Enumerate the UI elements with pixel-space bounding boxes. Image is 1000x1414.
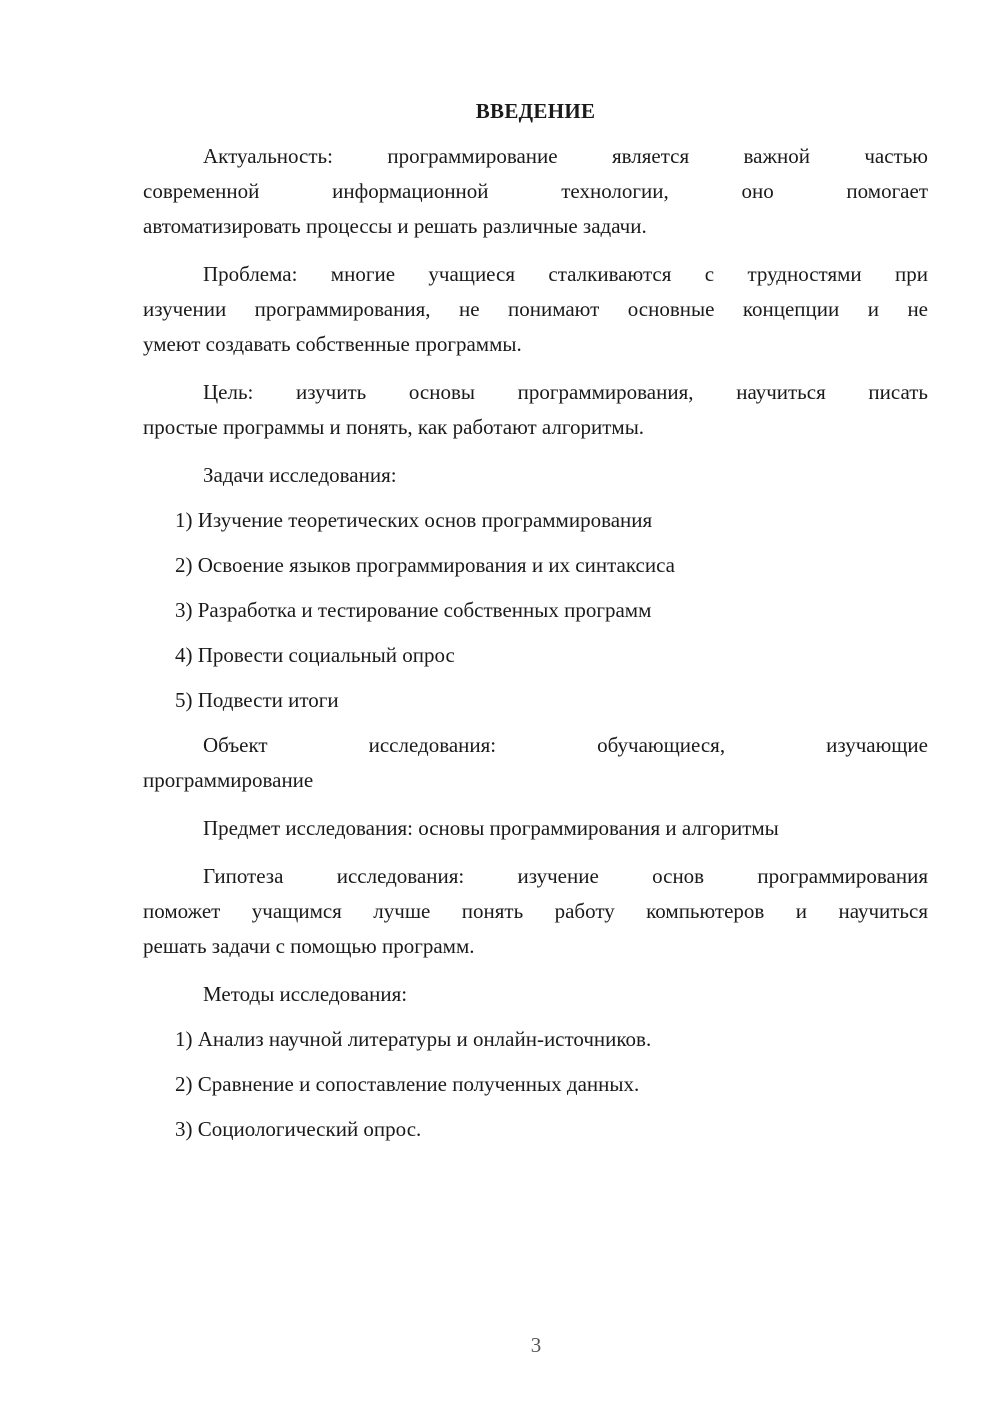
goal-line: Цель: изучить основы программирования, научиться писать — [203, 380, 928, 404]
paragraph-hypothesis — [143, 859, 928, 964]
subject-line: Предмет исследования: основы программирования и алгоритмы — [203, 816, 779, 840]
hypothesis-line: Гипотеза исследования: изучение основ программирования — [203, 864, 928, 888]
object-line: Объект исследования: обучающиеся, изучающие — [203, 733, 928, 757]
tasks-list-item: 3) Разработка и тестирование собственных программ — [175, 598, 652, 622]
problem-line: изучении программирования, не понимают основные концепции и не — [143, 297, 928, 321]
hypothesis-line: решать задачи с помощью программ. — [143, 934, 475, 958]
goal-line: простые программы и понять, как работают алгоритмы. — [143, 415, 645, 439]
page-number: 3 — [530, 1333, 542, 1357]
methods-list-item: 3) Социологический опрос. — [175, 1117, 422, 1141]
tasks-heading: Задачи исследования: — [203, 463, 397, 487]
page-content — [143, 96, 928, 1157]
object-line: программирование — [143, 768, 314, 792]
tasks-list-item: 1) Изучение теоретических основ программирования — [175, 508, 653, 532]
tasks-list-item: 2) Освоение языков программирования и их синтаксиса — [175, 553, 675, 577]
paragraph-relevance — [143, 139, 928, 244]
tasks-list-item: 5) Подвести итоги — [175, 688, 339, 712]
relevance-line: автоматизировать процессы и решать различные задачи. — [143, 214, 647, 238]
hypothesis-line: поможет учащимся лучше понять работу компьютеров и научиться — [143, 899, 928, 923]
paragraph-goal — [143, 375, 928, 445]
methods-heading: Методы исследования: — [203, 982, 408, 1006]
problem-line: умеют создавать собственные программы. — [143, 332, 522, 356]
methods-list-item: 1) Анализ научной литературы и онлайн-источников. — [175, 1027, 652, 1051]
tasks-list-item: 4) Провести социальный опрос — [175, 643, 455, 667]
section-title: ВВЕДЕНИЕ — [475, 99, 596, 123]
paragraph-subject — [143, 811, 928, 846]
methods-list-item: 2) Сравнение и сопоставление полученных данных. — [175, 1072, 640, 1096]
problem-line: Проблема: многие учащиеся сталкиваются с трудностями при — [203, 262, 928, 286]
relevance-line: современной информационной технологии, оно помогает — [143, 179, 928, 203]
paragraph-object — [143, 728, 928, 798]
paragraph-problem — [143, 257, 928, 362]
relevance-line: Актуальность: программирование является важной частью — [203, 144, 928, 168]
